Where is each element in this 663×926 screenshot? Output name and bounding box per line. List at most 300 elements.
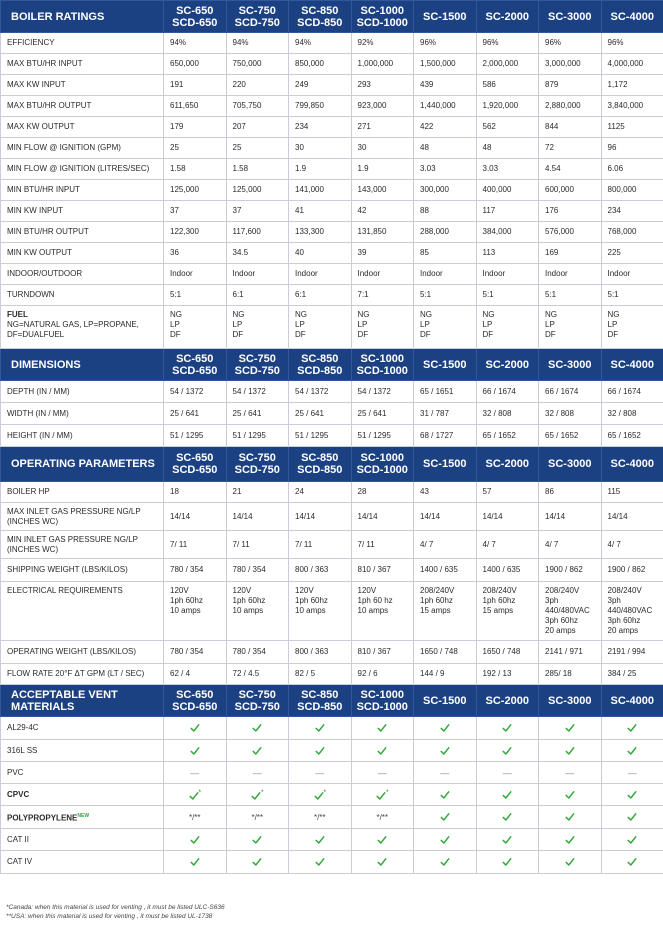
- cell-value: 169: [539, 243, 602, 264]
- model-header: [414, 685, 477, 717]
- vent-label: [1, 851, 164, 874]
- cell-value: 1.9: [289, 159, 352, 180]
- vent-label: [1, 829, 164, 851]
- vent-cell: [289, 806, 352, 829]
- vent-cell: [226, 829, 289, 851]
- row-label: MAX BTU/HR INPUT: [1, 54, 164, 75]
- row-label: MIN KW OUTPUT: [1, 243, 164, 264]
- cell-value: 14/14: [601, 503, 663, 531]
- check-icon: [190, 746, 200, 756]
- cell-value: 66 / 1674: [476, 381, 539, 403]
- vent-cell: [601, 762, 663, 784]
- check-icon: [627, 835, 637, 845]
- row-label: MIN BTU/HR OUTPUT: [1, 222, 164, 243]
- model-header: [539, 349, 602, 381]
- fuel-value: LP: [357, 320, 368, 329]
- vent-row: [1, 762, 663, 784]
- row-label: MIN BTU/HR INPUT: [1, 180, 164, 201]
- vent-cell: [226, 740, 289, 762]
- check-icon: [502, 723, 512, 733]
- cell-value: 600,000: [539, 180, 602, 201]
- check-icon: [627, 812, 637, 822]
- cell-value: 1125: [601, 117, 663, 138]
- cell-value: 32 / 808: [539, 403, 602, 425]
- vent-cell: [476, 851, 539, 874]
- vent-cell: [226, 851, 289, 874]
- footnote-mark: */**: [376, 812, 389, 822]
- vent-cell: [289, 784, 352, 806]
- cell-value: 37: [226, 201, 289, 222]
- cell-value: 5:1: [539, 285, 602, 306]
- check-icon: [627, 790, 637, 800]
- fuel-value: NG: [170, 310, 182, 319]
- check-icon: [565, 746, 575, 756]
- check-icon: [315, 835, 325, 845]
- vent-row: [1, 829, 663, 851]
- cell-value: 3.03: [414, 159, 477, 180]
- model-header: [351, 685, 414, 717]
- cell-value: 923,000: [351, 96, 414, 117]
- fuel-value: NG: [232, 310, 245, 319]
- cell-value: Indoor: [476, 264, 539, 285]
- vent-row: [1, 717, 663, 740]
- cell-value: 68 / 1727: [414, 425, 477, 447]
- not-allowed-dash: —: [315, 767, 325, 778]
- footnotes: [6, 903, 225, 921]
- cell-value: 117: [476, 201, 539, 222]
- cell-value: 800 / 363: [289, 641, 352, 664]
- model-name: SCD-750: [234, 700, 280, 713]
- vent-cell: [351, 717, 414, 740]
- vent-cell: [351, 806, 414, 829]
- cell-value: 36: [164, 243, 227, 264]
- cell-value: 293: [351, 75, 414, 96]
- cell-value: 1.9: [351, 159, 414, 180]
- model-name: SCD-850: [297, 364, 343, 377]
- model-header: [601, 685, 663, 717]
- model-name: SC-1000: [360, 452, 404, 464]
- vent-cell: [539, 762, 602, 784]
- electrical-line: 440/480VAC: [607, 606, 653, 615]
- model-header: [289, 1, 352, 33]
- check-icon: [502, 812, 512, 822]
- cell-value: 32 / 808: [476, 403, 539, 425]
- spec-row: [1, 559, 663, 582]
- vent-cell: [601, 829, 663, 851]
- vent-cell: [351, 740, 414, 762]
- fuel-value: DF: [482, 330, 494, 339]
- vent-cell: [539, 717, 602, 740]
- cell-value: 65 / 1652: [601, 425, 663, 447]
- model-name: SCD-750: [234, 16, 280, 29]
- cell-value: 384,000: [476, 222, 539, 243]
- electrical-line: 3ph: [545, 596, 559, 605]
- check-icon: [565, 835, 575, 845]
- vent-cell: [414, 829, 477, 851]
- vent-cell: [351, 784, 414, 806]
- cell-value: 40: [289, 243, 352, 264]
- row-label: HEIGHT (IN / MM): [1, 425, 164, 447]
- cell-value: 7/ 11: [226, 531, 289, 559]
- check-icon: [440, 790, 450, 800]
- cell-value: 115: [601, 482, 663, 503]
- footnote-mark: *: [198, 790, 201, 797]
- electrical-row: [1, 582, 663, 641]
- fuel-cell: [289, 306, 352, 349]
- electrical-line: 120V: [295, 586, 314, 595]
- footnote-mark: */**: [188, 812, 201, 822]
- cell-value: 611,650: [164, 96, 227, 117]
- vent-label: [1, 717, 164, 740]
- spec-row: [1, 96, 663, 117]
- cell-value: 117,600: [226, 222, 289, 243]
- fuel-value: DF: [232, 330, 244, 339]
- model-name: SC-2000: [485, 10, 529, 23]
- cell-value: 14/14: [164, 503, 227, 531]
- check-icon: [314, 791, 324, 801]
- section-title: BOILER RATINGS: [1, 1, 164, 33]
- vent-cell: [601, 740, 663, 762]
- cell-value: 122,300: [164, 222, 227, 243]
- cell-value: 2141 / 971: [539, 641, 602, 664]
- cell-value: 96%: [601, 33, 663, 54]
- cell-value: 1,172: [601, 75, 663, 96]
- cell-value: 14/14: [351, 503, 414, 531]
- check-icon: [315, 746, 325, 756]
- cell-value: 1400 / 635: [476, 559, 539, 582]
- model-name: SCD-750: [234, 464, 280, 476]
- cell-value: 65 / 1651: [414, 381, 477, 403]
- check-icon: [502, 746, 512, 756]
- cell-value: 800,000: [601, 180, 663, 201]
- row-label: MIN KW INPUT: [1, 201, 164, 222]
- check-icon: [252, 723, 262, 733]
- vent-cell: [601, 851, 663, 874]
- vent-cell: [164, 829, 227, 851]
- footnote-mark: */**: [251, 812, 264, 822]
- cell-value: 88: [414, 201, 477, 222]
- cell-value: 28: [351, 482, 414, 503]
- model-header: [226, 349, 289, 381]
- vent-cell: [164, 762, 227, 784]
- cell-value: 54 / 1372: [226, 381, 289, 403]
- spec-row: [1, 641, 663, 664]
- spec-row: [1, 664, 663, 685]
- cell-value: 576,000: [539, 222, 602, 243]
- cell-value: 96%: [539, 33, 602, 54]
- electrical-cell: [414, 582, 477, 641]
- check-icon: [565, 790, 575, 800]
- cell-value: 799,850: [289, 96, 352, 117]
- electrical-line: 120V: [170, 586, 189, 595]
- cell-value: 400,000: [476, 180, 539, 201]
- cell-value: 768,000: [601, 222, 663, 243]
- cell-value: 125,000: [226, 180, 289, 201]
- cell-value: 192 / 13: [476, 664, 539, 685]
- cell-value: 131,850: [351, 222, 414, 243]
- fuel-value: LP: [420, 320, 430, 329]
- check-icon: [502, 835, 512, 845]
- check-icon: [565, 857, 575, 867]
- cell-value: 207: [226, 117, 289, 138]
- model-name: SCD-650: [172, 16, 218, 29]
- spec-row: [1, 381, 663, 403]
- vent-label: [1, 784, 164, 806]
- vent-cell: [164, 784, 227, 806]
- model-name: SC-850: [301, 4, 339, 17]
- spec-row: [1, 264, 663, 285]
- row-label: MIN FLOW @ IGNITION (LITRES/SEC): [1, 159, 164, 180]
- section-header: [1, 685, 663, 717]
- spec-row: [1, 285, 663, 306]
- spec-row: [1, 201, 663, 222]
- model-header: [351, 1, 414, 33]
- vent-cell: [601, 784, 663, 806]
- spec-row: [1, 482, 663, 503]
- vent-cell: [414, 851, 477, 874]
- electrical-line: 1ph 60 hz: [357, 596, 393, 605]
- model-header: [414, 447, 477, 482]
- cell-value: 51 / 1295: [226, 425, 289, 447]
- cell-value: 18: [164, 482, 227, 503]
- electrical-line: 1ph 60hz: [295, 596, 328, 605]
- check-icon: [190, 857, 200, 867]
- model-header: [601, 1, 663, 33]
- model-name: SC-850: [301, 452, 339, 464]
- electrical-line: 120V: [232, 586, 252, 595]
- model-name: SCD-650: [172, 464, 218, 476]
- model-name: SC-3000: [548, 694, 592, 707]
- spec-row: [1, 138, 663, 159]
- fuel-cell: [226, 306, 289, 349]
- row-label: OPERATING WEIGHT (LBS/KILOS): [1, 641, 164, 664]
- fuel-value: DF: [295, 330, 306, 339]
- cell-value: 143,000: [351, 180, 414, 201]
- cell-value: 249: [289, 75, 352, 96]
- vent-name: AL29-4C: [7, 723, 39, 732]
- fuel-value: DF: [607, 330, 619, 339]
- cell-value: 48: [414, 138, 477, 159]
- cell-value: Indoor: [539, 264, 602, 285]
- spec-row: [1, 222, 663, 243]
- cell-value: 125,000: [164, 180, 227, 201]
- cell-value: 879: [539, 75, 602, 96]
- check-icon: [189, 791, 199, 801]
- electrical-line: 10 amps: [357, 606, 389, 615]
- cell-value: 62 / 4: [164, 664, 227, 685]
- check-icon: [627, 857, 637, 867]
- vent-cell: [476, 829, 539, 851]
- fuel-title: FUEL: [7, 310, 28, 319]
- electrical-line: 208/240V: [607, 586, 642, 595]
- vent-cell: [476, 740, 539, 762]
- cell-value: 14/14: [539, 503, 602, 531]
- model-name: SCD-1000: [356, 464, 408, 476]
- model-name: SC-850: [301, 352, 339, 365]
- cell-value: 133,300: [289, 222, 352, 243]
- vent-name: POLYPROPYLENE: [7, 813, 78, 823]
- electrical-line: 120V: [357, 586, 377, 595]
- electrical-cell: [164, 582, 227, 641]
- cell-value: 66 / 1674: [601, 381, 663, 403]
- not-allowed-dash: —: [627, 767, 637, 778]
- vent-cell: [539, 740, 602, 762]
- model-header: [289, 447, 352, 482]
- model-name: SC-1000: [360, 4, 404, 17]
- model-name: SC-650: [176, 4, 214, 17]
- cell-value: 1900 / 862: [539, 559, 602, 582]
- model-header: [601, 349, 663, 381]
- cell-value: 94%: [164, 33, 227, 54]
- vent-row: [1, 740, 663, 762]
- not-allowed-dash: —: [440, 767, 450, 778]
- electrical-line: 15 amps: [482, 606, 514, 615]
- check-icon: [627, 746, 637, 756]
- vent-cell: [539, 829, 602, 851]
- model-name: SC-750: [238, 452, 276, 464]
- check-icon: [252, 746, 262, 756]
- check-icon: [377, 746, 387, 756]
- vent-cell: [476, 784, 539, 806]
- model-name: SC-3000: [548, 458, 592, 470]
- row-label: MAX KW INPUT: [1, 75, 164, 96]
- vent-cell: [414, 806, 477, 829]
- cell-value: 750,000: [226, 54, 289, 75]
- electrical-line: 10 amps: [232, 606, 264, 615]
- model-name: SC-1000: [360, 352, 404, 365]
- electrical-cell: [601, 582, 663, 641]
- cell-value: 54 / 1372: [164, 381, 227, 403]
- model-name: SC-2000: [485, 458, 529, 470]
- electrical-line: 10 amps: [170, 606, 201, 615]
- cell-value: 31 / 787: [414, 403, 477, 425]
- fuel-value: NG: [482, 310, 495, 319]
- model-header: [539, 1, 602, 33]
- check-icon: [565, 812, 575, 822]
- spec-row: [1, 425, 663, 447]
- cell-value: 439: [414, 75, 477, 96]
- check-icon: [440, 746, 450, 756]
- model-header: [164, 349, 227, 381]
- cell-value: 42: [351, 201, 414, 222]
- spec-row: [1, 117, 663, 138]
- check-icon: [315, 857, 325, 867]
- cell-value: 14/14: [414, 503, 477, 531]
- model-name: SC-750: [238, 352, 276, 365]
- cell-value: 66 / 1674: [539, 381, 602, 403]
- fuel-value: NG: [607, 310, 620, 319]
- electrical-line: 440/480VAC: [545, 606, 590, 615]
- vent-row: [1, 784, 663, 806]
- cell-value: 384 / 25: [601, 664, 663, 685]
- electrical-cell: [226, 582, 289, 641]
- cell-value: 4/ 7: [601, 531, 663, 559]
- vent-label: [1, 762, 164, 784]
- cell-value: 25: [164, 138, 227, 159]
- vent-name: 316L SS: [7, 745, 38, 755]
- vent-cell: [414, 762, 477, 784]
- cell-value: 54 / 1372: [351, 381, 414, 403]
- check-icon: [377, 723, 387, 733]
- cell-value: 65 / 1652: [476, 425, 539, 447]
- fuel-cell: [539, 306, 602, 349]
- vent-cell: [164, 740, 227, 762]
- spec-row: [1, 403, 663, 425]
- vent-cell: [539, 806, 602, 829]
- cell-value: 51 / 1295: [164, 425, 227, 447]
- vent-cell: [601, 717, 663, 740]
- cell-value: 220: [226, 75, 289, 96]
- electrical-line: 3ph 60hz: [607, 616, 641, 625]
- electrical-line: 10 amps: [295, 606, 326, 615]
- cell-value: 30: [289, 138, 352, 159]
- cell-value: 562: [476, 117, 539, 138]
- cell-value: 24: [289, 482, 352, 503]
- vent-cell: [289, 851, 352, 874]
- model-header: [476, 685, 539, 717]
- check-icon: [190, 723, 200, 733]
- cell-value: 844: [539, 117, 602, 138]
- cell-value: 234: [289, 117, 352, 138]
- row-label: TURNDOWN: [1, 285, 164, 306]
- cell-value: Indoor: [226, 264, 289, 285]
- cell-value: 288,000: [414, 222, 477, 243]
- spec-row: [1, 54, 663, 75]
- cell-value: 1650 / 748: [414, 641, 477, 664]
- fuel-legend: NG=NATURAL GAS, LP=PROPANE,: [7, 320, 139, 329]
- cell-value: 780 / 354: [164, 559, 227, 582]
- spec-row: [1, 180, 663, 201]
- cell-value: 780 / 354: [226, 559, 289, 582]
- cell-value: 1.58: [164, 159, 227, 180]
- row-label: SHIPPING WEIGHT (LBS/KILOS): [1, 559, 164, 582]
- electrical-cell: [351, 582, 414, 641]
- cell-value: 586: [476, 75, 539, 96]
- model-name: SC-750: [238, 4, 276, 17]
- vent-cell: [476, 806, 539, 829]
- row-label: MAX INLET GAS PRESSURE NG/LP (INCHES WC): [1, 503, 164, 531]
- model-name: SC-4000: [610, 358, 654, 371]
- cell-value: 37: [164, 201, 227, 222]
- model-name: SC-1000: [360, 688, 404, 701]
- cell-value: 1650 / 748: [476, 641, 539, 664]
- cell-value: 51 / 1295: [289, 425, 352, 447]
- electrical-line: 20 amps: [545, 626, 576, 635]
- row-label: BOILER HP: [1, 482, 164, 503]
- row-label: DEPTH (IN / MM): [1, 381, 164, 403]
- electrical-line: 1ph 60hz: [482, 596, 516, 605]
- spec-row: [1, 75, 663, 96]
- model-name: SC-750: [238, 688, 276, 701]
- cell-value: Indoor: [351, 264, 414, 285]
- model-name: SC-3000: [548, 358, 592, 371]
- cell-value: 6:1: [289, 285, 352, 306]
- cell-value: 285/ 18: [539, 664, 602, 685]
- model-name: SCD-850: [297, 464, 343, 476]
- fuel-cell: [164, 306, 227, 349]
- fuel-value: DF: [420, 330, 431, 339]
- cell-value: 82 / 5: [289, 664, 352, 685]
- model-name: SC-2000: [485, 694, 529, 707]
- fuel-cell: [601, 306, 663, 349]
- section-title: OPERATING PARAMETERS: [1, 447, 164, 482]
- model-name: SC-1500: [423, 10, 467, 23]
- cell-value: 1900 / 862: [601, 559, 663, 582]
- cell-value: 4/ 7: [414, 531, 477, 559]
- fuel-value: DF: [170, 330, 181, 339]
- cell-value: 21: [226, 482, 289, 503]
- cell-value: 1,440,000: [414, 96, 477, 117]
